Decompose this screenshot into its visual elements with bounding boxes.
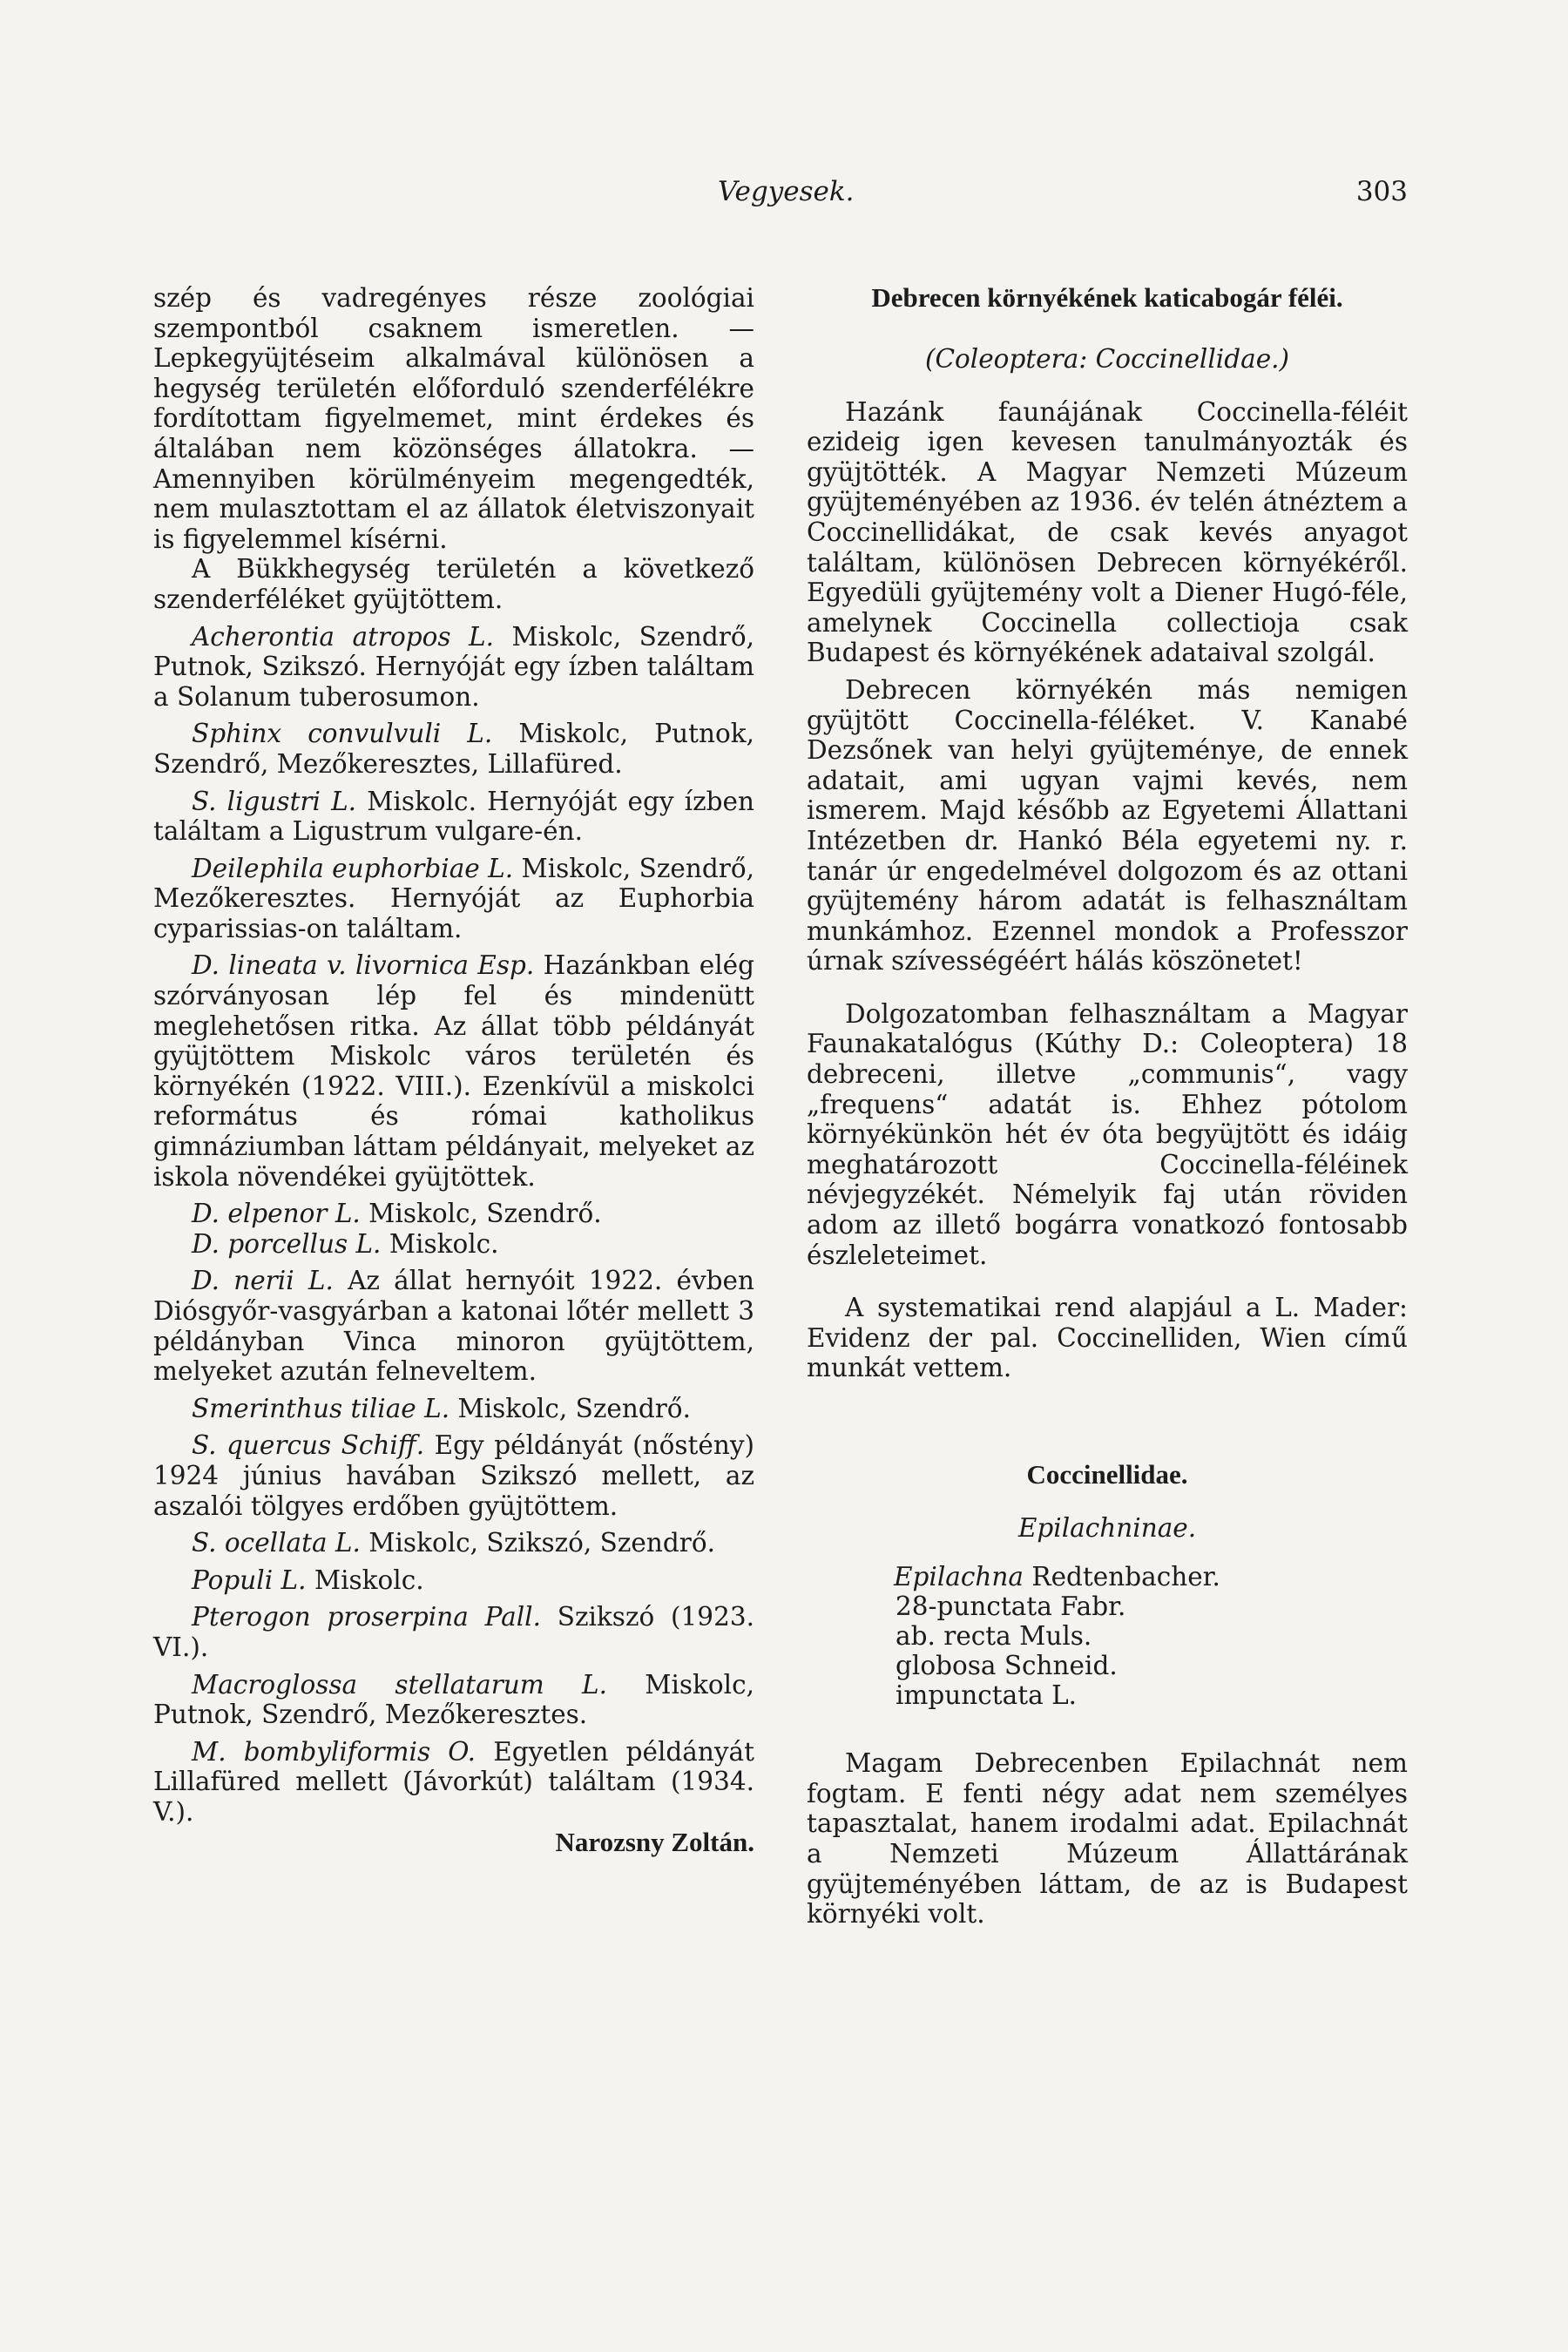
species-entry: [153, 1229, 754, 1260]
species-text: Miskolc, Szendrő, Putnok, Szikszó. Hernyóját egy ízben találtam a Solanum tuberosumon.: [153, 621, 754, 712]
species-entry: [153, 1737, 754, 1828]
species-entry: [153, 1602, 754, 1662]
body-paragraph: Dolgozatomban felhasználtam a Magyar Faunakatalógus (Kúthy D.: Coleoptera) 18 debreceni, illetve „communis“, vagy „frequens“ adatát is. Ehhez pótolom környékünkön hét év óta begyüjtött és idáig meghatározott Coccinella-féléinek névjegyzékét. Némelyik faj után röviden adom az illető bogárra vonatkozó fontosabb észleleteimet.: [807, 998, 1408, 1270]
intro-paragraph: szép és vadregényes része zoológiai szempontból csaknem ismeretlen. — Lepkegyüjtéseim alkalmával különösen a hegység területén előforduló szenderfélékre fordítottam figyelmemet, mint érdekes és általában nem közönséges állatokra. — Amennyiben körülményeim megengedték, nem mulasztottam el az állatok életviszonyait is figyelemmel kísérni.: [153, 283, 754, 554]
right-column: [807, 283, 1408, 1930]
species-name: Populi L.: [192, 1565, 307, 1595]
species-text: Hazánkban elég szórványosan lép fel és mindenütt meglehetősen ritka. Az állat több példányát gyüjtöttem Miskolc város területén és környékén (1922. VIII.). Ezenkívül a miskolci református és római katholikus gimnáziumban láttam példányait, melyeket az iskola növendékei gyüjtöttek.: [153, 950, 754, 1192]
species-text: Miskolc, Szendrő, Mezőkeresztes. Hernyóját az Euphorbia cyparissias-on találtam.: [153, 853, 754, 943]
species-name: D. lineata v. livornica Esp.: [192, 950, 535, 981]
species-text: Egyetlen példányát Lillafüred mellett (Jávorkút) találtam (1934. V.).: [153, 1736, 754, 1827]
species-name: S. ligustri L.: [192, 786, 357, 816]
species-text: Miskolc, Szendrő.: [449, 1393, 691, 1423]
species-name: M. bombyliformis O.: [192, 1736, 476, 1767]
species-name: Sphinx convulvuli L.: [192, 719, 493, 749]
species-line: globosa Schneid.: [896, 1651, 1118, 1681]
species-entry: [153, 854, 754, 944]
running-head: [153, 174, 1408, 209]
species-text: Miskolc, Putnok, Szendrő, Mezőkeresztes.: [153, 1669, 754, 1730]
species-entry: [153, 1199, 754, 1229]
body-paragraph: Debrecen környékén más nemigen gyüjtött Coccinella-féléket. V. Kanabé Dezsőnek van helyi gyüjteménye, de ennek adatait, ami ugyan vajmi kevés, nem ismerem. Majd később az Egyetemi Állattani Intézetben dr. Hankó Béla egyetemi ny. r. tanár úr engedelmével dolgozom és az ottani gyüjtemény három adatát is felhasználtam munkámhoz. Ezennel mondok a Professzor úrnak szívességéért hálás köszönetet!: [807, 674, 1408, 977]
genus-line: [894, 1562, 1408, 1592]
species-name: Deilephila euphorbiae L.: [192, 853, 514, 883]
species-name: D. porcellus L.: [192, 1228, 382, 1259]
species-entry: [153, 622, 754, 713]
species-text: Szikszó (1923. VI.).: [153, 1602, 754, 1662]
species-line: impunctata L.: [896, 1680, 1078, 1711]
species-name: D. nerii L.: [192, 1266, 334, 1296]
species-name: S. ocellata L.: [192, 1528, 361, 1558]
genus-name: Epilachna: [894, 1562, 1024, 1592]
family-heading: Coccinellidae.: [1026, 1459, 1188, 1490]
species-entry: [153, 1394, 754, 1424]
species-entry: [153, 1670, 754, 1730]
species-line: ab. recta Muls.: [896, 1621, 1092, 1652]
species-entry: [153, 1430, 754, 1521]
species-name: Macroglossa stellatarum L.: [192, 1669, 607, 1700]
species-entry: [153, 1528, 754, 1558]
page-number: 303: [1355, 176, 1408, 207]
species-entry: [153, 1565, 754, 1596]
species-name: Pterogon proserpina Pall.: [192, 1602, 541, 1632]
article-subtitle: (Coleoptera: Coccinellidae.): [924, 344, 1290, 374]
species-entry: [153, 719, 754, 779]
closing-paragraph: Magam Debrecenben Epilachnát nem fogtam. E fenti négy adat nem személyes tapasztalat, hanem irodalmi adat. Epilachnát a Nemzeti Múzeum Állattárának gyüjteményében láttam, de az is Budapest környéki volt.: [807, 1748, 1408, 1930]
species-name: Acherontia atropos L.: [192, 621, 494, 652]
lead-paragraph: A Bükkhegység területén a következő szenderféléket gyüjtöttem.: [153, 554, 754, 614]
species-text: Az állat hernyóit 1922. évben Diósgyőr-vasgyárban a katonai lőtér mellett 3 példányban Vinca minoron gyüjtöttem, melyeket azután felneveltem.: [153, 1266, 754, 1387]
species-text: Miskolc.: [381, 1228, 499, 1259]
species-entry: [153, 787, 754, 847]
left-column: [153, 283, 754, 1857]
species-name: S. quercus Schiff.: [192, 1430, 425, 1461]
species-text: Miskolc. Hernyóját egy ízben találtam a Ligustrum vulgare-én.: [153, 786, 754, 847]
article-title: Debrecen környékének katicabogár féléi.: [871, 282, 1343, 313]
author-signature: Narozsny Zoltán.: [555, 1826, 754, 1857]
species-name: D. elpenor L.: [192, 1199, 361, 1229]
section-title: Vegyesek.: [718, 176, 855, 207]
body-paragraph: Hazánk faunájának Coccinella-féléit ezideig igen kevesen tanulmányozták és gyüjtötték. A Magyar Nemzeti Múzeum gyüjteményében az 1936. év telén átnéztem a Coccinellidákat, de csak kevés anyagot találtam, különösen Debrecen környékéről. Egyedüli gyüjtemény volt a Diener Hugó-féle, amelynek Coccinella collectioja csak Budapest és környékének adataival szolgál.: [807, 396, 1408, 668]
species-text: Miskolc, Szendrő.: [360, 1199, 602, 1229]
species-line: 28-punctata Fabr.: [896, 1592, 1126, 1622]
species-entry: [153, 1266, 754, 1386]
species-text: Miskolc, Putnok, Szendrő, Mezőkeresztes, Lillafüred.: [153, 719, 754, 779]
genus-list: [894, 1562, 1408, 1710]
species-text: Miskolc, Szikszó, Szendrő.: [360, 1528, 716, 1558]
body-paragraph: A systematikai rend alapjául a L. Mader: Evidenz der pal. Coccinelliden, Wien című munkát vettem.: [807, 1293, 1408, 1383]
species-name: Smerinthus tiliae L.: [192, 1393, 450, 1423]
subfamily-heading: Epilachninae.: [1017, 1512, 1197, 1543]
species-text: Egy példányát (nőstény) 1924 június havában Szikszó mellett, az aszalói tölgyes erdőben gyüjtöttem.: [153, 1430, 755, 1521]
species-entry: [153, 950, 754, 1192]
genus-author: Redtenbacher.: [1023, 1562, 1220, 1592]
species-text: Miskolc.: [306, 1565, 424, 1595]
